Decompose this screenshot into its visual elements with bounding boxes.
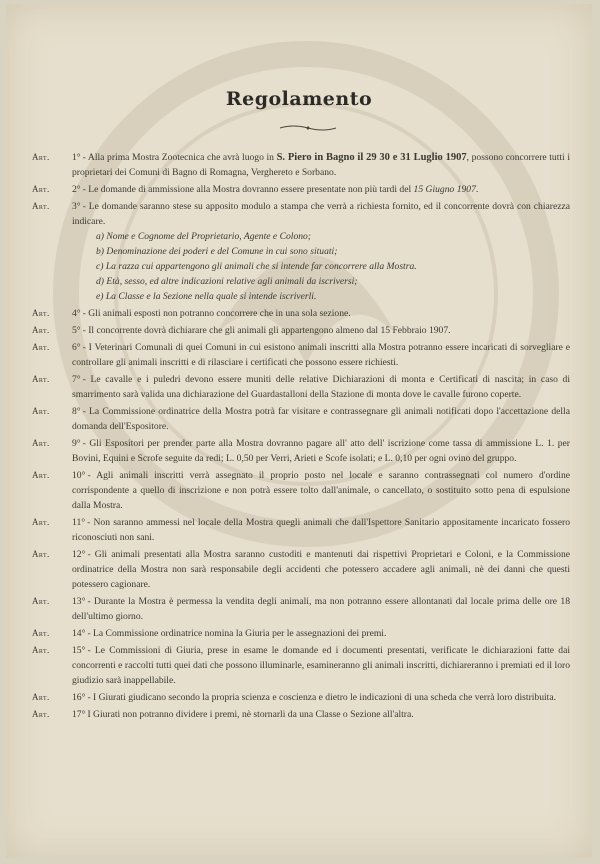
article-1 bbox=[32, 150, 570, 180]
article-label: Art. bbox=[32, 438, 50, 448]
article-text: - Non saranno ammessi nel locale della Mostra quegli animali che dall'Ispettore Sanitario appositamente incaricato fossero riconosciuti non sani. bbox=[72, 517, 570, 543]
article-body bbox=[72, 594, 570, 624]
article-number: 10° bbox=[72, 470, 86, 481]
article-label: Art. bbox=[32, 596, 50, 606]
requirement-list bbox=[72, 229, 570, 304]
article-16 bbox=[32, 690, 570, 705]
article-text: - I Veterinari Comunali di quei Comuni in cui esistono animali inscritti alla Mostra potranno essere incaricati di sorvegliare e controllare gli animali inscritti e di rilasciare i certificati che possono essere richiesti. bbox=[72, 342, 570, 368]
article-body bbox=[72, 182, 570, 197]
article-text: - Le Commissioni di Giuria, prese in esame le domande ed i documenti presentati, verificate le dichiarazioni fatte dai concorrenti e raccolti tutti quei dati che possono illuminarle, esamineranno gli animali inscritti, dichiareranno i premiati ed il loro giudizio sarà inappellabile. bbox=[72, 645, 570, 686]
article-body bbox=[72, 404, 570, 434]
article-6 bbox=[32, 340, 570, 370]
article-body bbox=[72, 626, 570, 641]
article-7 bbox=[32, 372, 570, 402]
article-label: Art. bbox=[32, 152, 50, 162]
article-text: - Le domande di ammissione alla Mostra dovranno essere presentate non più tardi del bbox=[82, 184, 414, 195]
article-body bbox=[72, 643, 570, 688]
article-text: - Durante la Mostra è permessa la vendita degli animali, ma non potranno essere allontanati dal locale prima delle ore 18 dell'ultimo giorno. bbox=[72, 596, 570, 622]
article-label: Art. bbox=[32, 517, 50, 527]
requirement-item: e) La Classe e la Sezione nella quale si intende iscriverli. bbox=[96, 291, 317, 302]
article-label: Art. bbox=[32, 549, 50, 559]
article-label: Art. bbox=[32, 470, 50, 480]
article-body bbox=[72, 707, 570, 722]
article-label: Art. bbox=[32, 184, 50, 194]
article-text: - Le domande saranno stese su apposito modulo a stampa che verrà a richiesta fornito, ed il concorrente dovrà con chiarezza indicare. bbox=[72, 201, 570, 227]
article-label: Art. bbox=[32, 692, 50, 702]
article-number: 9° bbox=[72, 438, 81, 449]
article-label: Art. bbox=[32, 406, 50, 416]
article-text: - Gli animali esposti non potranno concorrere che in una sola sezione. bbox=[82, 308, 351, 319]
article-3 bbox=[32, 199, 570, 304]
article-17 bbox=[32, 707, 570, 722]
article-text: - Gli animali presentati alla Mostra saranno custoditi e mantenuti dai rispettivi Proprietari e Coloni, e la Commissione ordinatrice della Mostra non sarà responsabile degli accidenti che potessero accadere agli animali, nè dei danni che questi potessero cagionare. bbox=[72, 549, 570, 590]
article-number: 17° bbox=[72, 709, 86, 720]
article-number: 5° bbox=[72, 325, 81, 336]
article-text: I Giurati non potranno dividere i premi, nè stornarli da una Classe o Sezione all'altra. bbox=[87, 709, 414, 720]
article-text: - Agli animali inscritti verrà assegnato il proprio posto nel locale e saranno contrassegnati col numero d'ordine corrispondente a quello di inscrizione e non potrà essere tolto dall'animale, o cancellato, o sostituito sotto pena di espulsione dalla Mostra. bbox=[72, 470, 570, 511]
article-number: 14° bbox=[72, 628, 86, 639]
requirement-item: c) La razza cui appartengono gli animali che si intende far concorrere alla Mostra. bbox=[96, 261, 417, 272]
article-text: - La Commissione ordinatrice della Mostra potrà far visitare e contrassegnare gli animali notificati dopo l'accettazione della domanda dell'Espositore. bbox=[72, 406, 570, 432]
article-text: , possono concorrere tutti i proprietari dei Comuni di Bagno di Romagna, Verghereto e Sorbano. bbox=[72, 152, 570, 178]
article-body bbox=[72, 306, 570, 321]
article-8 bbox=[32, 404, 570, 434]
article-text: . bbox=[475, 184, 479, 195]
article-label: Art. bbox=[32, 628, 50, 638]
article-number: 1° bbox=[72, 152, 81, 163]
article-text: - La Commissione ordinatrice nomina la Giuria per le assegnazioni dei premi. bbox=[87, 628, 387, 639]
article-body bbox=[72, 323, 570, 338]
article-11 bbox=[32, 515, 570, 545]
article-12 bbox=[32, 547, 570, 592]
article-body bbox=[72, 436, 570, 466]
article-number: 16° bbox=[72, 692, 86, 703]
article-body bbox=[72, 547, 570, 592]
document-page bbox=[6, 4, 592, 858]
article-number: 4° bbox=[72, 308, 81, 319]
article-15 bbox=[32, 643, 570, 688]
article-body bbox=[72, 690, 570, 705]
article-number: 6° bbox=[72, 342, 81, 353]
article-label: Art. bbox=[32, 342, 50, 352]
title-ornament bbox=[278, 123, 338, 133]
article-text: 15 Giugno 1907 bbox=[413, 184, 476, 195]
article-label: Art. bbox=[32, 374, 50, 384]
requirement-item: b) Denominazione dei poderi e del Comune in cui sono situati; bbox=[96, 246, 338, 257]
article-number: 12° bbox=[72, 549, 86, 560]
article-list bbox=[32, 150, 570, 724]
article-text: - Le cavalle e i puledri devono essere muniti delle relative Dichiarazioni di monta e Certificati di nascita; in caso di smarrimento sarà valida una dichiarazione del Guardastalloni della Stazione di monta dove le cavalle furono coperte. bbox=[72, 374, 570, 400]
article-body bbox=[72, 372, 570, 402]
article-body bbox=[72, 150, 570, 180]
article-number: 2° bbox=[72, 184, 81, 195]
article-5 bbox=[32, 323, 570, 338]
article-body bbox=[72, 340, 570, 370]
article-text: - Il concorrente dovrà dichiarare che gli animali gli appartengono almeno dal 15 Febbraio 1907. bbox=[82, 325, 451, 336]
article-14 bbox=[32, 626, 570, 641]
article-2 bbox=[32, 182, 570, 197]
requirement-item: d) Età, sesso, ed altre indicazioni relative agli animali da iscriversi; bbox=[96, 276, 358, 287]
article-number: 13° bbox=[72, 596, 86, 607]
article-number: 3° bbox=[72, 201, 81, 212]
article-text: - Alla prima Mostra Zootecnica che avrà luogo in bbox=[82, 152, 277, 163]
article-number: 11° bbox=[72, 517, 86, 528]
article-label: Art. bbox=[32, 709, 50, 719]
page-title: Regolamento bbox=[225, 88, 373, 110]
article-9 bbox=[32, 436, 570, 466]
article-number: 15° bbox=[72, 645, 86, 656]
article-label: Art. bbox=[32, 645, 50, 655]
article-text: - Gli Espositori per prender parte alla Mostra dovranno pagare all' atto dell' iscrizione come tassa di ammissione L. 1. per Bovini, Equini e Scrofe seguite da redi; L. 0,50 per Verri, Arieti e Scofe isolati; e L. 0,10 per ogni ovino del gruppo. bbox=[72, 438, 570, 464]
article-number: 7° bbox=[72, 374, 81, 385]
article-label: Art. bbox=[32, 308, 50, 318]
article-text: S. Piero in Bagno il 29 30 e 31 Luglio 1907 bbox=[276, 152, 467, 163]
article-body bbox=[72, 199, 570, 304]
article-text: - I Giurati giudicano secondo la propria scienza e coscienza e dietro le indicazioni di una scheda che verrà loro distribuita. bbox=[87, 692, 557, 703]
article-label: Art. bbox=[32, 201, 50, 211]
article-4 bbox=[32, 306, 570, 321]
article-number: 8° bbox=[72, 406, 81, 417]
article-body bbox=[72, 468, 570, 513]
article-label: Art. bbox=[32, 325, 50, 335]
requirement-item: a) Nome e Cognome del Proprietario, Agente e Colono; bbox=[96, 231, 312, 242]
article-10 bbox=[32, 468, 570, 513]
article-body bbox=[72, 515, 570, 545]
article-13 bbox=[32, 594, 570, 624]
